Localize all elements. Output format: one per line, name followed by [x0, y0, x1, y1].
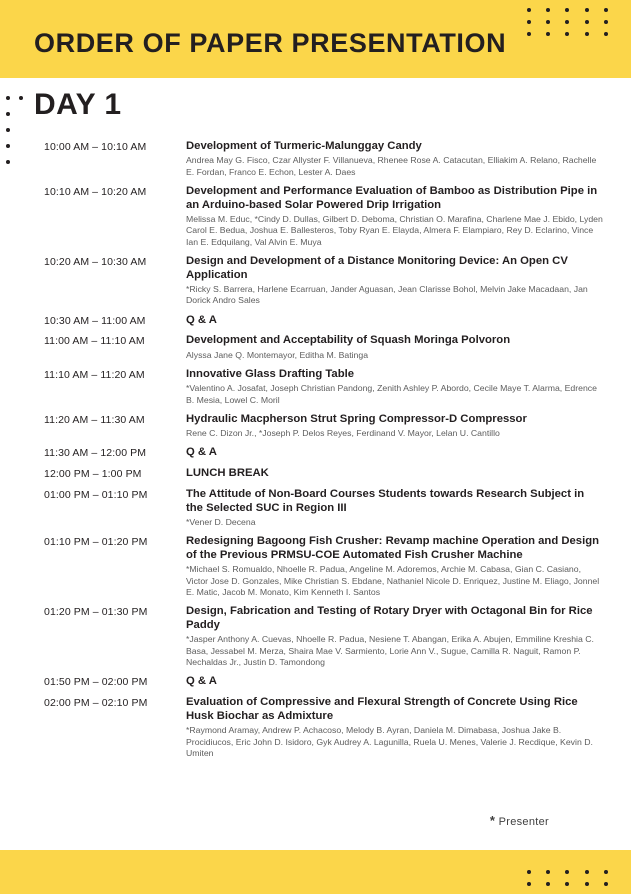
day-heading: DAY 1 — [34, 88, 122, 121]
schedule-entry — [186, 413, 604, 440]
schedule-list — [44, 140, 604, 766]
schedule-time: 10:20 AM – 10:30 AM — [44, 255, 147, 268]
dot — [527, 20, 531, 24]
schedule-time: 11:00 AM – 11:10 AM — [44, 335, 145, 348]
decorative-dots-bottom — [527, 870, 617, 886]
schedule-title: Innovative Glass Drafting Table — [186, 367, 355, 380]
schedule-title: Q & A — [186, 313, 217, 326]
schedule-entry — [186, 140, 604, 178]
schedule-time: 01:10 PM – 01:20 PM — [44, 536, 148, 549]
dot — [604, 8, 608, 12]
schedule-time: 01:20 PM – 01:30 PM — [44, 606, 148, 619]
schedule-entry — [186, 467, 604, 481]
dot — [585, 882, 589, 886]
schedule-title: Q & A — [186, 675, 217, 688]
dot — [546, 870, 550, 874]
dot — [6, 160, 10, 164]
schedule-title: The Attitude of Non-Board Courses Students towards Research Subject in the Selected SUC in Region III — [186, 488, 585, 514]
schedule-authors: *Jasper Anthony A. Cuevas, Nhoelle R. Padua, Nesiene T. Abangan, Erika A. Abujen, Emmiline Kreshia C. Basa, Jessabel M. Merza, Shaira Mae V. Sarmiento, Lorie Ann V., Sugue, Camilla R. Naguit, Ramon P. Nechaldas Jr., Justin D. Tamondong — [186, 634, 594, 668]
schedule-row — [44, 185, 604, 248]
schedule-authors: *Ricky S. Barrera, Harlene Ecarruan, Jander Aguasan, Jean Clarisse Bohol, Melvin Jake Macadaan, Jan Dorick Andro Sales — [186, 283, 588, 306]
dot — [527, 32, 531, 36]
schedule-row — [44, 535, 604, 598]
schedule-entry — [186, 314, 604, 328]
schedule-row — [44, 368, 604, 406]
dot — [527, 870, 531, 874]
schedule-authors: *Valentino A. Josafat, Joseph Christian Pandong, Zenith Ashley P. Abordo, Cecile Maye T. Alarma, Edrence B. Mesia, Lowel C. Moril — [186, 383, 597, 405]
dot — [565, 882, 569, 886]
dot — [19, 96, 23, 100]
schedule-row — [44, 140, 604, 178]
dot — [6, 144, 10, 148]
presenter-label: Presenter — [498, 816, 549, 828]
schedule-authors: *Raymond Aramay, Andrew P. Achacoso, Melody B. Ayran, Daniela M. Dimabasa, Joshua Jake B. Procidiucos, Eric John D. Isidoro, Gyk Audrey A. Lagunilla, Ruela U. Menes, Valerie J. Recdique, Kevin D. Umiten — [186, 725, 593, 758]
schedule-row — [44, 488, 604, 528]
dot — [604, 20, 608, 24]
dot — [546, 32, 550, 36]
dot — [527, 8, 531, 12]
dot-row — [6, 144, 32, 148]
dot — [565, 20, 569, 24]
schedule-time: 11:30 AM – 12:00 PM — [44, 447, 147, 460]
presenter-legend — [490, 813, 549, 828]
schedule-entry — [186, 696, 604, 759]
decorative-dots-top — [527, 8, 617, 36]
dot — [585, 870, 589, 874]
schedule-title: Hydraulic Macpherson Strut Spring Compressor-D Compressor — [186, 412, 527, 425]
schedule-row — [44, 314, 604, 328]
schedule-title: LUNCH BREAK — [186, 467, 269, 480]
schedule-title: Evaluation of Compressive and Flexural Strength of Concrete Using Rice Husk Biochar as Admixture — [186, 696, 578, 722]
schedule-entry — [186, 368, 604, 406]
schedule-title: Development of Turmeric-Malunggay Candy — [186, 140, 422, 152]
schedule-authors: *Vener D. Decena — [186, 517, 256, 528]
schedule-row — [44, 255, 604, 307]
dot — [604, 32, 608, 36]
schedule-title: Development and Acceptability of Squash Moringa Polvoron — [186, 334, 511, 347]
dot — [565, 8, 569, 12]
schedule-entry — [186, 488, 604, 528]
schedule-row — [44, 696, 604, 759]
dot — [604, 882, 608, 886]
schedule-row — [44, 675, 604, 689]
schedule-time: 11:10 AM – 11:20 AM — [44, 368, 145, 381]
dot-row — [6, 128, 32, 132]
schedule-entry — [186, 446, 604, 460]
schedule-time: 12:00 PM – 1:00 PM — [44, 468, 142, 481]
dot — [527, 882, 531, 886]
schedule-time: 10:00 AM – 10:10 AM — [44, 141, 147, 153]
schedule-time: 10:30 AM – 11:00 AM — [44, 314, 146, 327]
dot-row — [6, 112, 32, 116]
schedule-title: Redesigning Bagoong Fish Crusher: Revamp machine Operation and Design of the Previous PRMSU-COE Automated Fish Crusher Machine — [186, 535, 600, 562]
schedule-time: 01:00 PM – 01:10 PM — [44, 489, 148, 502]
schedule-title: Development and Performance Evaluation of Bamboo as Distribution Pipe in an Arduino-based Solar Powered Drip Irrigation — [186, 184, 598, 211]
schedule-entry — [186, 605, 604, 668]
dot — [6, 96, 10, 100]
schedule-title: Q & A — [186, 446, 217, 459]
dot — [585, 8, 589, 12]
dot — [585, 32, 589, 36]
dot — [546, 20, 550, 24]
schedule-authors: Alyssa Jane Q. Montemayor, Editha M. Batinga — [186, 349, 369, 360]
schedule-time: 10:10 AM – 10:20 AM — [44, 185, 147, 198]
schedule-row — [44, 334, 604, 361]
schedule-entry — [186, 185, 604, 248]
schedule-title: Design, Fabrication and Testing of Rotary Dryer with Octagonal Bin for Rice Paddy — [186, 605, 593, 632]
schedule-authors: Andrea May G. Fisco, Czar Allyster F. Villanueva, Rhenee Rose A. Catacutan, Elliakim A. Relano, Rachelle E. Fordan, Franco E. Echon, Lester A. Daes — [186, 155, 597, 177]
schedule-time: 02:00 PM – 02:10 PM — [44, 697, 148, 710]
schedule-time: 01:50 PM – 02:00 PM — [44, 676, 148, 689]
page-title: ORDER OF PAPER PRESENTATION — [34, 28, 507, 58]
dot — [604, 870, 608, 874]
schedule-authors: *Michael S. Romualdo, Nhoelle R. Padua, Angeline M. Adoremos, Archie M. Cabasa, Gian C. Casiano, Victor Jose D. Gonzales, Mike Christian S. Ebdane, Nathaniel Nicole D. Enriquez, Justine M. Eliago, Jonnel E. Matic, Jacob M. Monato, Kim Kenneth I. Santos — [186, 564, 600, 598]
schedule-row — [44, 605, 604, 668]
dot — [6, 112, 10, 116]
dot — [546, 8, 550, 12]
schedule-authors: Rene C. Dizon Jr., *Joseph P. Delos Reyes, Ferdinand V. Mayor, Lelan U. Cantillo — [186, 428, 500, 439]
schedule-entry — [186, 334, 604, 361]
dot — [6, 128, 10, 132]
presenter-marker: * — [489, 813, 496, 828]
schedule-row — [44, 446, 604, 460]
schedule-row — [44, 413, 604, 440]
schedule-time: 11:20 AM – 11:30 AM — [44, 413, 145, 426]
schedule-entry — [186, 675, 604, 689]
schedule-authors: Melissa M. Educ, *Cindy D. Dullas, Gilbert D. Deboma, Christian O. Marafina, Charlene Mae J. Ebido, Lyden Carol E. Bedua, Joshua E. Ballesteros, Toby Ryan E. Elayda, Almera F. Elampiaro, Rey D. Eclarino, Vince Ian E. Edquilang, Val Alvin E. Muya — [186, 213, 603, 247]
dot — [585, 20, 589, 24]
schedule-title: Design and Development of a Distance Monitoring Device: An Open CV Application — [186, 254, 568, 281]
dot — [546, 882, 550, 886]
dot — [565, 32, 569, 36]
decorative-dots-left — [6, 96, 32, 176]
schedule-row — [44, 467, 604, 481]
dot — [565, 870, 569, 874]
schedule-entry — [186, 255, 604, 307]
dot-row — [6, 96, 32, 100]
schedule-entry — [186, 535, 604, 598]
dot-row — [6, 160, 32, 164]
